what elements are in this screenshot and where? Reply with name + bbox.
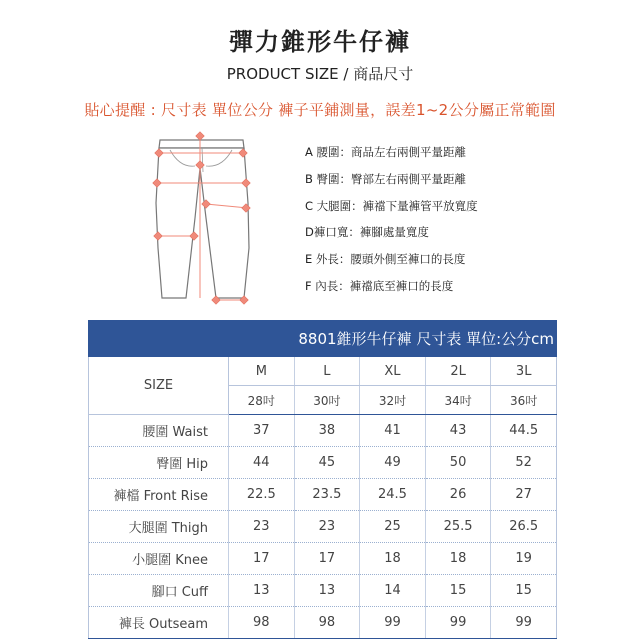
row-label: 臀圍 Hip (89, 447, 229, 479)
table-cell: 15 (491, 575, 557, 607)
table-cell: 25 (360, 511, 426, 543)
size-header-row (89, 357, 557, 386)
table-cell: 99 (360, 607, 426, 639)
waist-size-header: 32吋 (360, 386, 426, 415)
page-title: 彈力錐形牛仔褲 (229, 28, 411, 56)
legend-item-inseam: F 內長：褲襠底至褲口的長度 (305, 278, 454, 293)
size-table (88, 320, 557, 639)
table-cell: 98 (294, 607, 360, 639)
table-row-hip (89, 447, 557, 479)
table-cell: 52 (491, 447, 557, 479)
table-row-cuff (89, 575, 557, 607)
size-header: 3L (491, 357, 557, 386)
row-label: 小腿圍 Knee (89, 543, 229, 575)
table-cell: 17 (294, 543, 360, 575)
size-header: 2L (425, 357, 491, 386)
table-cell: 50 (425, 447, 491, 479)
table-cell: 45 (294, 447, 360, 479)
table-row-thigh (89, 511, 557, 543)
table-cell: 26 (425, 479, 491, 511)
table-cell: 14 (360, 575, 426, 607)
table-cell: 19 (491, 543, 557, 575)
table-cell: 13 (229, 575, 295, 607)
table-cell: 44.5 (491, 415, 557, 447)
table-cell: 15 (425, 575, 491, 607)
size-header: XL (360, 357, 426, 386)
size-header: M (229, 357, 295, 386)
table-cell: 99 (425, 607, 491, 639)
table-cell: 98 (229, 607, 295, 639)
table-row-outseam (89, 607, 557, 639)
table-cell: 23 (294, 511, 360, 543)
table-cell: 41 (360, 415, 426, 447)
table-cell: 18 (425, 543, 491, 575)
table-cell: 44 (229, 447, 295, 479)
table-cell: 23.5 (294, 479, 360, 511)
table-cell: 25.5 (425, 511, 491, 543)
waist-size-header: 30吋 (294, 386, 360, 415)
table-cell: 38 (294, 415, 360, 447)
table-cell: 23 (229, 511, 295, 543)
legend-item-hip: B 臀圍：臀部左右兩側平量距離 (305, 171, 467, 186)
page-subtitle: PRODUCT SIZE / 商品尺寸 (226, 65, 414, 83)
size-header: L (294, 357, 360, 386)
row-label: 腳口 Cuff (89, 575, 229, 607)
size-label: SIZE (89, 357, 229, 415)
table-cell: 18 (360, 543, 426, 575)
table-cell: 99 (491, 607, 557, 639)
waist-size-header: 34吋 (425, 386, 491, 415)
row-label: 褲長 Outseam (89, 607, 229, 639)
table-cell: 26.5 (491, 511, 557, 543)
legend-item-cuff: D褲口寬：褲腳處量寬度 (305, 225, 429, 240)
legend-item-outseam: E 外長：腰頭外側至褲口的長度 (305, 252, 466, 267)
marker-top (196, 132, 204, 140)
waist-size-header: 28吋 (229, 386, 295, 415)
measurement-reminder: 貼心提醒 : 尺寸表 單位公分 褲子平鋪測量，誤差1~2公分屬正常範圍 (84, 101, 556, 119)
table-row-knee (89, 543, 557, 575)
row-label: 大腿圍 Thigh (89, 511, 229, 543)
table-cell: 49 (360, 447, 426, 479)
waist-size-header: 36吋 (491, 386, 557, 415)
pants-diagram (140, 128, 280, 308)
table-cell: 22.5 (229, 479, 295, 511)
table-row-front-rise (89, 479, 557, 511)
table-caption: 8801錐形牛仔褲 尺寸表 單位:公分cm (89, 321, 557, 357)
legend-item-waist: A 腰圍：商品左右兩側平量距離 (305, 145, 467, 159)
row-label: 腰圍 Waist (89, 415, 229, 447)
table-cell: 27 (491, 479, 557, 511)
table-cell: 43 (425, 415, 491, 447)
legend-item-thigh: C 大腿圍：褲襠下量褲管平放寬度 (305, 198, 478, 213)
table-row-waist (89, 415, 557, 447)
table-cell: 13 (294, 575, 360, 607)
table-cell: 24.5 (360, 479, 426, 511)
table-cell: 37 (229, 415, 295, 447)
table-cell: 17 (229, 543, 295, 575)
measurement-legend (305, 143, 478, 304)
row-label: 褲檔 Front Rise (89, 479, 229, 511)
